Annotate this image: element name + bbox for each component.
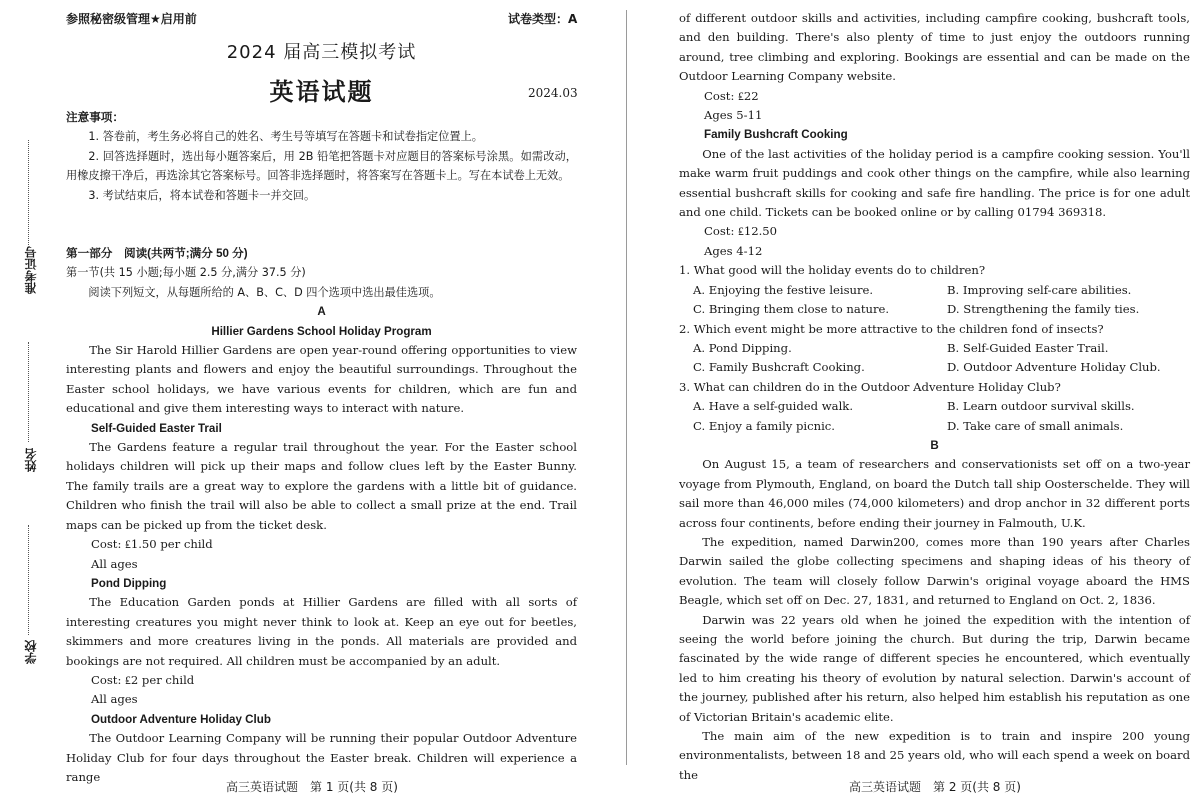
passage-b-paragraph: Darwin was 22 years old when he joined the expedition with the intention of seeing the world before joining the church. But during the trip, Darwin became fascinated by the wide range of different species he encountered, which eventually led to him creating his theory of evolution by natural selection. Darwin's account of the journey, published after his return, also helped him establish his reputation as one of Victorian Britain's academic elite. bbox=[679, 612, 1190, 724]
event-title: Family Bushcraft Cooking bbox=[704, 128, 848, 142]
event-text: The Education Garden ponds at Hillier Gardens are filled with all sorts of interesting creatures you might never think to look at. Keep an eye out for beetles, skimmers and more creatures living in the ponds. All materials are provided and bookings are not required. All children must be accompanied by an adult. bbox=[66, 595, 577, 668]
option-a[interactable]: A. Enjoying the festive leisure. bbox=[693, 282, 874, 297]
question-options bbox=[679, 281, 1190, 300]
passage-a-title: Hillier Gardens School Holiday Program bbox=[211, 324, 432, 338]
sidebar-label-name: 姓名 bbox=[24, 448, 38, 472]
exam-date: 2024.03 bbox=[528, 86, 578, 100]
event-cost: Cost: ₤2 per child bbox=[91, 672, 195, 687]
passage-a-letter: A bbox=[317, 305, 326, 319]
exam-title: 2024 届高三模拟考试 bbox=[226, 42, 417, 63]
option-d[interactable]: D. Strengthening the family ties. bbox=[947, 302, 1140, 317]
page-2-content bbox=[679, 9, 1190, 785]
passage-b-paragraph: The main aim of the new expedition is to train and inspire 200 young environmentalists, between 18 and 25 years old, who will each spend a week on board the bbox=[679, 729, 1190, 782]
option-b[interactable]: B. Self-Guided Easter Trail. bbox=[947, 340, 1109, 355]
option-d[interactable]: D. Outdoor Adventure Holiday Club. bbox=[947, 360, 1161, 375]
option-d[interactable]: D. Take care of small animals. bbox=[947, 418, 1124, 433]
secret-label: 参照秘密级管理★启用前 bbox=[66, 12, 197, 26]
part1-title: 第一部分 阅读(共两节;满分 50 分) bbox=[66, 247, 248, 260]
option-a[interactable]: A. Pond Dipping. bbox=[693, 340, 792, 355]
club-cost: Cost: ₤22 bbox=[704, 88, 759, 103]
passage-b-paragraph: On August 15, a team of researchers and conservationists set off on a two-year voyage from Plymouth, England, on board the Dutch tall ship Oosterschelde. They will sail more than 46,000 miles (74,000 kilometers) and drop anchor in 32 different ports across four continents, before ending their journey in Falmouth, U.K. bbox=[679, 457, 1190, 530]
option-a[interactable]: A. Have a self-guided walk. bbox=[693, 399, 854, 414]
passage-b-paragraph: The expedition, named Darwin200, comes more than 190 years after Charles Darwin sailed the globe collecting specimens and shaping ideas of his theory of evolution. The team will closely follow Darwin's original voyage aboard the HMS Beagle, which set off on Dec. 27, 1831, and returned to England on Oct. 2, 1836. bbox=[679, 534, 1190, 608]
option-c[interactable]: C. Enjoy a family picnic. bbox=[693, 418, 835, 433]
question-options bbox=[679, 417, 1190, 436]
question-stem: 2. Which event might be more attractive to the children fond of insects? bbox=[679, 321, 1104, 336]
subject-title: 英语试题 bbox=[269, 78, 374, 106]
binding-line-3 bbox=[28, 525, 29, 635]
paper-type-label: 试卷类型：A bbox=[508, 12, 578, 26]
question-stem: 1. What good will the holiday events do to children? bbox=[679, 263, 986, 278]
reading-section bbox=[66, 244, 577, 787]
event-ages: Ages 4-12 bbox=[704, 243, 763, 258]
page-divider bbox=[626, 10, 627, 765]
option-c[interactable]: C. Family Bushcraft Cooking. bbox=[693, 360, 865, 375]
event-title: Outdoor Adventure Holiday Club bbox=[91, 712, 271, 726]
notice-item-3: 3. 考试结束后，将本试卷和答题卡一并交回。 bbox=[88, 188, 316, 202]
event-title: Pond Dipping bbox=[91, 576, 167, 590]
sidebar-label-school: 学校 bbox=[24, 640, 38, 664]
event-cost: Cost: ₤12.50 bbox=[704, 224, 778, 239]
option-c[interactable]: C. Bringing them close to nature. bbox=[693, 302, 890, 317]
option-b[interactable]: B. Learn outdoor survival skills. bbox=[947, 399, 1135, 414]
option-b[interactable]: B. Improving self-care abilities. bbox=[947, 282, 1132, 297]
sidebar-label-exam-number: 准考证号 bbox=[24, 246, 38, 294]
event-text: One of the last activities of the holiday period is a campfire cooking session. You'll make warm fruit puddings and cook other things on the campfire, while also learning essential bushcraft skills for cooking and safe fire handling. The price is for one adult and one child. Tickets can be booked online or by calling 01794 369318. bbox=[679, 146, 1190, 220]
notice-block bbox=[66, 108, 577, 205]
question-stem: 3. What can children do in the Outdoor Adventure Holiday Club? bbox=[679, 379, 1061, 394]
event-cost: Cost: ₤1.50 per child bbox=[91, 537, 213, 552]
event-title: Self-Guided Easter Trail bbox=[91, 421, 222, 435]
question-options bbox=[679, 339, 1190, 358]
page-1 bbox=[66, 0, 577, 806]
question-options bbox=[679, 397, 1190, 416]
notice-item-2: 2. 回答选择题时，选出每小题答案后，用 2B 铅笔把答题卡对应题目的答案标号涂黑。如需改动，用橡皮擦干净后，再选涂其它答案标号。回答非选择题时，将答案写在答题卡上。写在本试卷上无效。 bbox=[66, 149, 577, 183]
passage-a-continued: of different outdoor skills and activities, including campfire cooking, bushcraft tools, and den building. There's also plenty of time to just enjoy the outdoors running around, tree climbing and exploring. Bookings are essential and can be made on the Outdoor Learning Company website. bbox=[679, 11, 1190, 84]
section-instruction: 阅读下列短文，从每题所给的 A、B、C、D 四个选项中选出最佳选项。 bbox=[88, 285, 441, 299]
club-ages: Ages 5-11 bbox=[704, 108, 763, 123]
question-options bbox=[679, 300, 1190, 319]
notice-title: 注意事项： bbox=[66, 111, 124, 124]
event-ages: All ages bbox=[91, 556, 138, 571]
section1-title: 第一节(共 15 小题;每小题 2.5 分,满分 37.5 分) bbox=[66, 266, 306, 280]
binding-line-2 bbox=[28, 342, 29, 442]
event-text: The Outdoor Learning Company will be running their popular Outdoor Adventure Holiday Club for four days throughout the Easter break. Children will experience a range bbox=[66, 731, 577, 784]
binding-line-1 bbox=[28, 140, 29, 245]
question-options bbox=[679, 358, 1190, 377]
event-text: The Gardens feature a regular trail throughout the year. For the Easter school holidays children will pick up their maps and follow clues left by the Easter Bunny. The family trails are a great way to explore the gardens with a little bit of guidance. Children who finish the trail will also be able to collect a small prize at the end. Trail maps can be picked up from the ticket desk. bbox=[66, 440, 577, 532]
passage-a-intro: The Sir Harold Hillier Gardens are open year-round offering opportunities to view interesting plants and flowers and enjoy the beautiful surroundings. Throughout the Easter school holidays, we have various events for children, which are fun and educational and give them interesting ways to interact with nature. bbox=[66, 343, 577, 416]
passage-b-letter: B bbox=[930, 438, 939, 452]
notice-item-1: 1. 答卷前，考生务必将自己的姓名、考生号等填写在答题卡和试卷指定位置上。 bbox=[88, 130, 483, 144]
page-2 bbox=[679, 0, 1190, 806]
event-ages: All ages bbox=[91, 692, 138, 707]
page-1-footer: 高三英语试题 第 1 页(共 8 页) bbox=[226, 780, 398, 794]
page-2-footer: 高三英语试题 第 2 页(共 8 页) bbox=[849, 780, 1021, 794]
